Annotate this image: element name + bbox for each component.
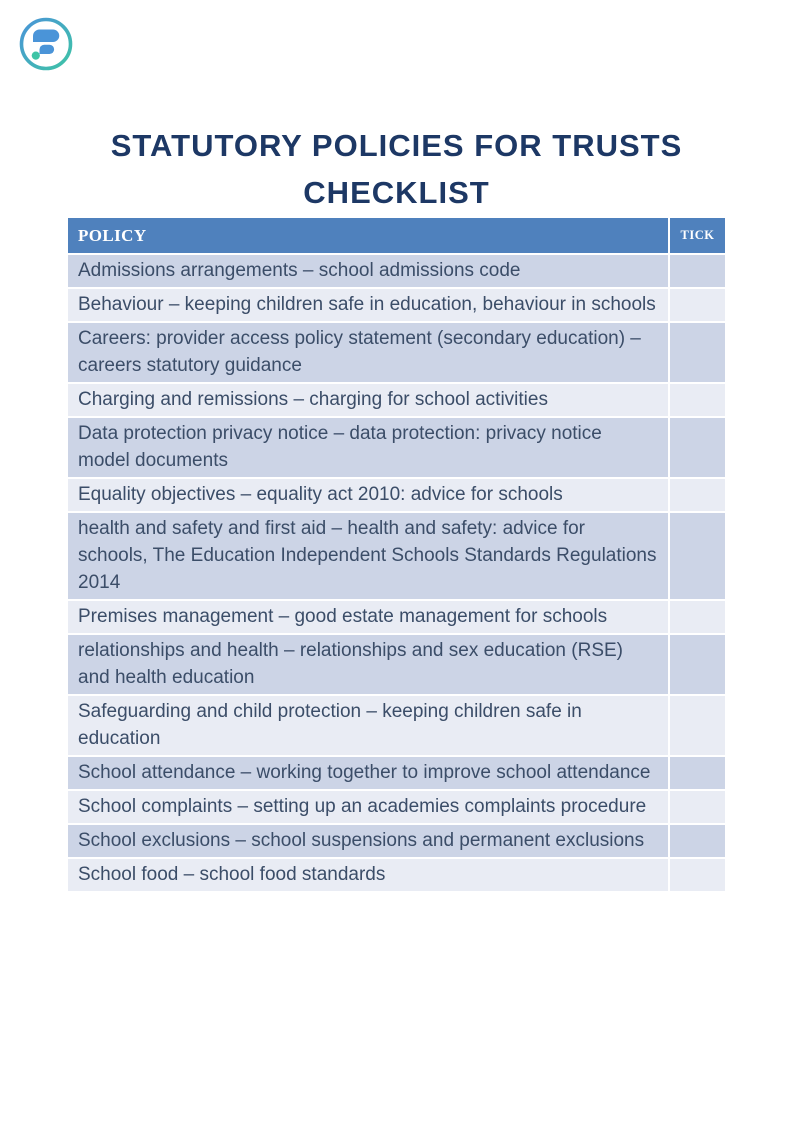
policy-cell: Premises management – good estate management for schools — [68, 600, 669, 634]
tick-cell[interactable] — [669, 254, 725, 288]
table-header-row — [68, 218, 725, 254]
tick-column-header: TICK — [669, 218, 725, 254]
policy-cell: Safeguarding and child protection – keeping children safe in education — [68, 695, 669, 756]
policy-cell: School attendance – working together to improve school attendance — [68, 756, 669, 790]
table-row — [68, 288, 725, 322]
policy-cell: School complaints – setting up an academies complaints procedure — [68, 790, 669, 824]
tick-cell[interactable] — [669, 858, 725, 891]
policy-cell: School food – school food standards — [68, 858, 669, 891]
table-row — [68, 824, 725, 858]
tick-cell[interactable] — [669, 478, 725, 512]
policy-cell: relationships and health – relationships and sex education (RSE) and health education — [68, 634, 669, 695]
f-speech-bubble-icon — [18, 16, 74, 72]
tick-cell[interactable] — [669, 512, 725, 600]
policy-cell: School exclusions – school suspensions and permanent exclusions — [68, 824, 669, 858]
table-row — [68, 695, 725, 756]
table-row — [68, 756, 725, 790]
tick-cell[interactable] — [669, 824, 725, 858]
table-row — [68, 790, 725, 824]
brand-logo — [18, 16, 74, 72]
policy-column-header: POLICY — [68, 218, 669, 254]
table-row — [68, 383, 725, 417]
page-title-line2: CHECKLIST — [303, 174, 490, 210]
policy-cell: Data protection privacy notice – data protection: privacy notice model documents — [68, 417, 669, 478]
tick-cell[interactable] — [669, 634, 725, 695]
policy-cell: Charging and remissions – charging for school activities — [68, 383, 669, 417]
tick-cell[interactable] — [669, 790, 725, 824]
table-row — [68, 600, 725, 634]
policy-cell: Careers: provider access policy statement (secondary education) – careers statutory guidance — [68, 322, 669, 383]
tick-cell[interactable] — [669, 322, 725, 383]
policy-cell: Admissions arrangements – school admissions code — [68, 254, 669, 288]
tick-cell[interactable] — [669, 695, 725, 756]
table-row — [68, 254, 725, 288]
table-row — [68, 478, 725, 512]
page-title-line1: STATUTORY POLICIES FOR TRUSTS — [110, 127, 683, 163]
statutory-policies-table — [68, 218, 725, 891]
page-title — [0, 122, 793, 216]
policy-cell: health and safety and first aid – health and safety: advice for schools, The Education Independent Schools Standards Regulations 2014 — [68, 512, 669, 600]
table-row — [68, 512, 725, 600]
tick-cell[interactable] — [669, 383, 725, 417]
policy-cell: Behaviour – keeping children safe in education, behaviour in schools — [68, 288, 669, 322]
policy-cell: Equality objectives – equality act 2010: advice for schools — [68, 478, 669, 512]
tick-cell[interactable] — [669, 417, 725, 478]
table-row — [68, 417, 725, 478]
tick-cell[interactable] — [669, 288, 725, 322]
tick-cell[interactable] — [669, 756, 725, 790]
table-row — [68, 634, 725, 695]
table-row — [68, 322, 725, 383]
table-row — [68, 858, 725, 891]
table-body — [68, 254, 725, 891]
tick-cell[interactable] — [669, 600, 725, 634]
